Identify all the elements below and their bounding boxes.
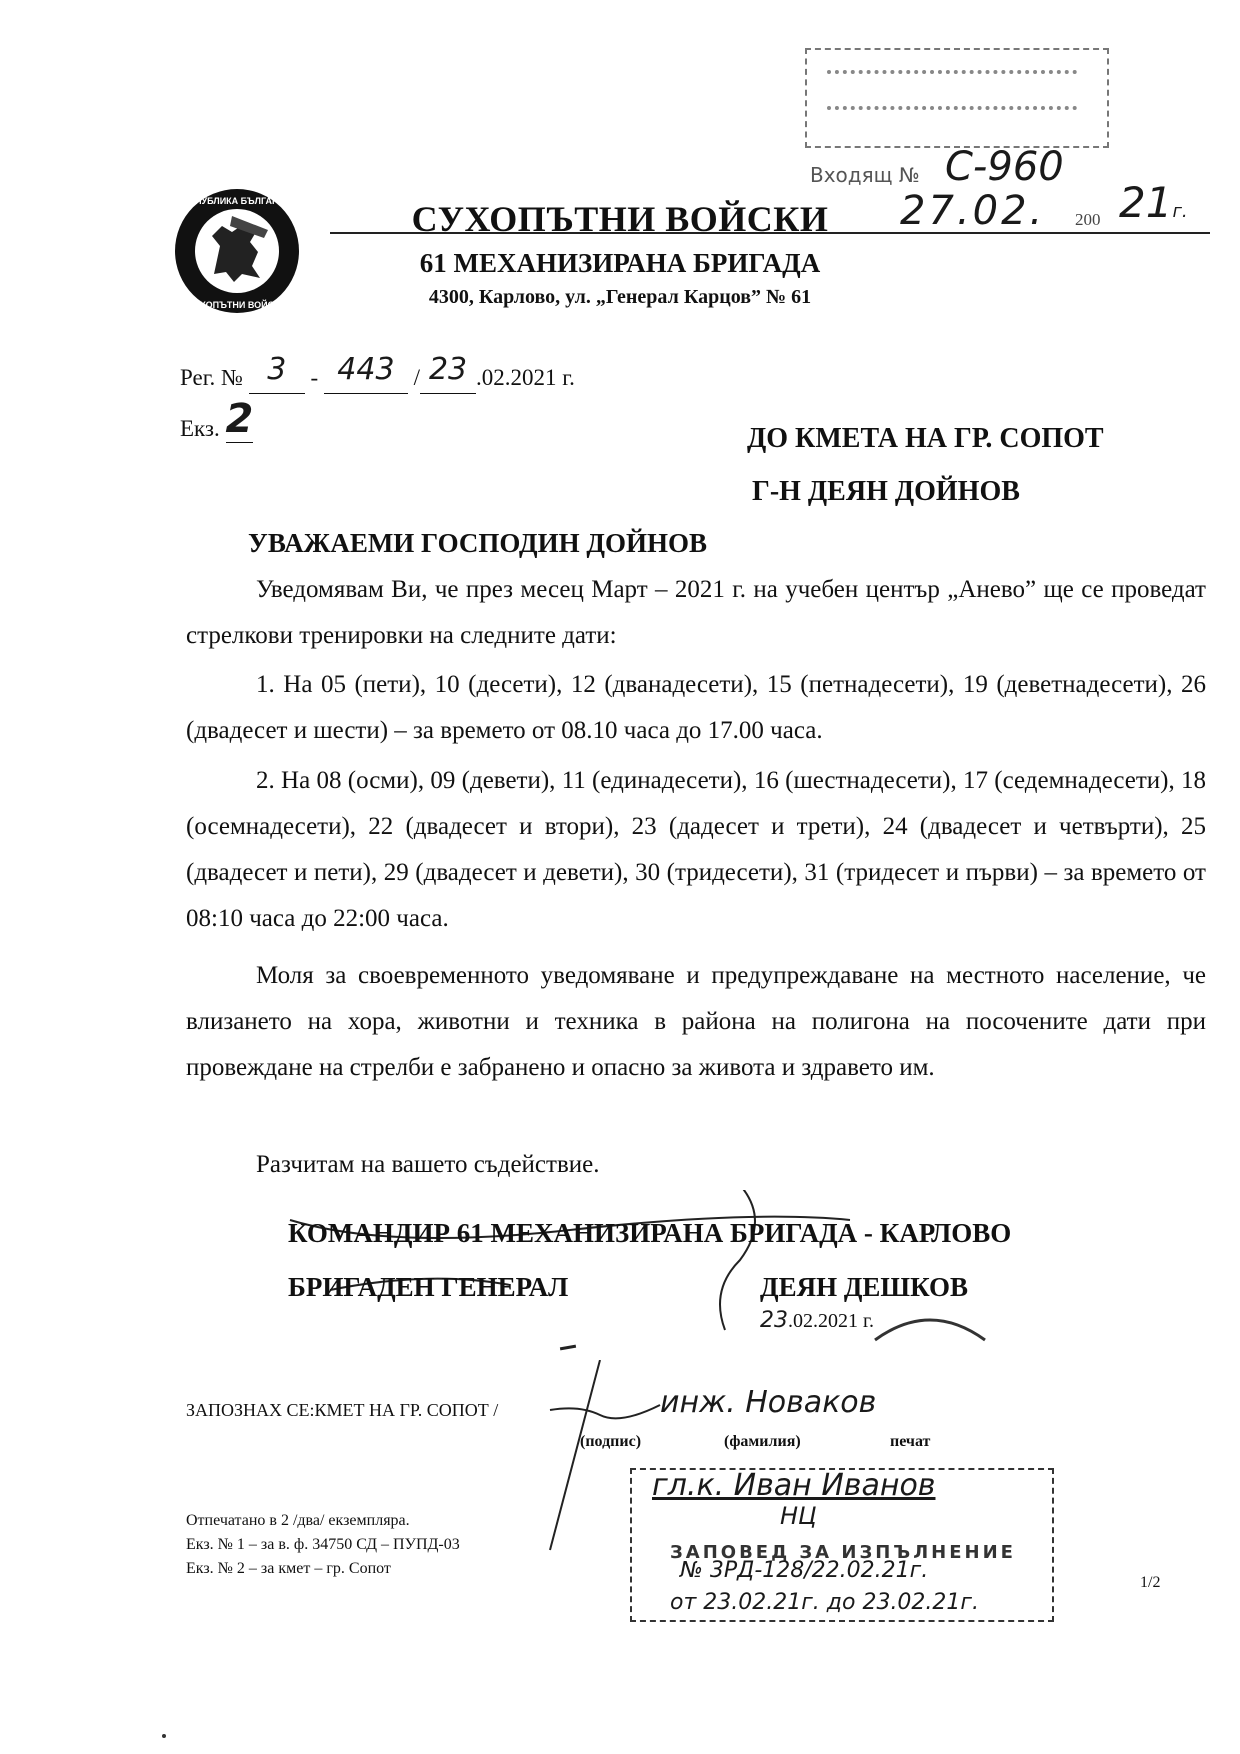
body-paragraph-3: 2. На 08 (осми), 09 (девети), 11 (единадесети), 16 (шестнадесети), 17 (седемнадесети), 18 (осемнадесети), 22 (двадесет и втори), 23 (дадесет и трети), 24 (двадесет и четвърти), 25 (двадесет и пети), 29 (двадесет и девети), 30 (тридесети), 31 (тридесет и първи) – за времето от 08:10 часа до 22:00 часа.: [186, 767, 1206, 932]
reg-rest: .02.2021 г.: [476, 365, 575, 390]
caption-signature: (подпис): [580, 1433, 642, 1450]
incoming-year-suffix: г.: [1172, 201, 1188, 222]
incoming-stamp-frame: [805, 48, 1109, 148]
reg-part1-value: 3: [267, 352, 287, 387]
reg-day: [420, 352, 476, 394]
addressee-line1: ДО КМЕТА НА ГР. СОПОТ: [747, 423, 1104, 454]
incoming-year-printed: 200: [1075, 210, 1101, 229]
stamp-sub: НЦ: [780, 1502, 817, 1530]
reg-dash: -: [310, 365, 319, 390]
incoming-year-hand: [1119, 178, 1188, 227]
body-paragraph-2: 1. На 05 (пети), 10 (десети), 12 (дванадесети), 15 (петнадесети), 19 (деветнадесети), 26 (двадесет и шести) – за времето от 08.10 часа до 17.00 часа.: [186, 671, 1206, 744]
incoming-date: 27.02.: [900, 188, 1046, 234]
footer-line-2: Екз. № 1 – за в. ф. 34750 СД – ПУПД-03: [186, 1536, 460, 1553]
caption-family: (фамилия): [724, 1433, 801, 1450]
signature-date: [760, 1308, 874, 1333]
acknowledgement-text: ЗАПОЗНАХ СЕ:КМЕТ НА ГР. СОПОТ /: [186, 1400, 499, 1420]
emblem-text-bottom: СУХОПЪТНИ ВОЙСКИ: [187, 300, 287, 310]
caption-seal: печат: [890, 1433, 931, 1450]
copy-label: Екз.: [180, 416, 220, 441]
footer-line-1: Отпечатано в 2 /два/ екземпляра.: [186, 1512, 410, 1529]
page-number: 1/2: [1140, 1574, 1161, 1591]
signature-title: КОМАНДИР 61 МЕХАНИЗИРАНА БРИГАДА - КАРЛОВО: [288, 1218, 1012, 1248]
incoming-stamp: [805, 48, 1225, 234]
header-title: СУХОПЪТНИ ВОЙСКИ: [411, 199, 829, 239]
salutation: УВАЖАЕМИ ГОСПОДИН ДОЙНОВ: [248, 528, 707, 558]
stamp-line: [827, 106, 1077, 110]
footer-line-3: Екз. № 2 – за кмет – гр. Сопот: [186, 1560, 391, 1577]
stamp-name: гл.к. Иван Иванов: [652, 1468, 936, 1503]
acknowledgement-family: инж. Новаков: [660, 1385, 877, 1420]
emblem-text-top: РЕПУБЛИКА БЪЛГАРИЯ: [183, 196, 291, 206]
stamp-period: от 23.02.21г. до 23.02.21г.: [670, 1590, 979, 1615]
stamp-number: № 3РД-128/22.02.21г.: [680, 1558, 929, 1583]
reg-part2: [324, 352, 408, 394]
stamp-title: ЗАПОВЕД ЗА ИЗПЪЛНЕНИЕ: [670, 1542, 1016, 1563]
header-address: 4300, Карлово, ул. „Генерал Карцов” № 61: [428, 286, 812, 308]
body-paragraph-1: Уведомявам Ви, че през месец Март – 2021 г. на учебен център „Анево” ще се проведат стрелкови тренировки на следните дати:: [186, 576, 1206, 649]
header-rule: [330, 232, 1210, 234]
body-paragraph-5: Разчитам на вашето съдействие.: [256, 1151, 600, 1178]
speck: [162, 1734, 166, 1738]
incoming-label: Входящ №: [810, 163, 920, 187]
registration-number: [180, 352, 575, 394]
copy-value: 2: [225, 396, 254, 442]
stamp-line: [827, 70, 1077, 74]
reg-part2-value: 443: [337, 352, 395, 387]
incoming-year-value: 21: [1119, 178, 1173, 227]
signature-name: ДЕЯН ДЕШКОВ: [760, 1272, 968, 1302]
signature-rank: БРИГАДЕН ГЕНЕРАЛ: [288, 1272, 569, 1302]
signature-date-day: 23: [760, 1308, 788, 1333]
signature-date-rest: .02.2021 г.: [788, 1310, 874, 1332]
body-paragraph-4: Моля за своевременното уведомяване и предупреждаване на местното население, че влизането на хора, животни и техника в района на полигона на посочените дати при провеждане на стрелби е забранено и опасно за живота и здравето им.: [186, 962, 1206, 1081]
registration-label: Рег. №: [180, 365, 243, 390]
reg-part1: [249, 352, 305, 394]
addressee-line2: Г-Н ДЕЯН ДОЙНОВ: [752, 476, 1020, 507]
copy-number: [180, 396, 254, 446]
incoming-number: С-960: [945, 144, 1064, 190]
reg-slash: /: [413, 365, 421, 390]
header-unit: 61 МЕХАНИЗИРАНА БРИГАДА: [419, 248, 821, 278]
reg-day-value: 23: [428, 352, 468, 387]
mark: [560, 1345, 576, 1351]
registration-stamp: [630, 1466, 1060, 1626]
seal-fragment: [870, 1305, 990, 1345]
